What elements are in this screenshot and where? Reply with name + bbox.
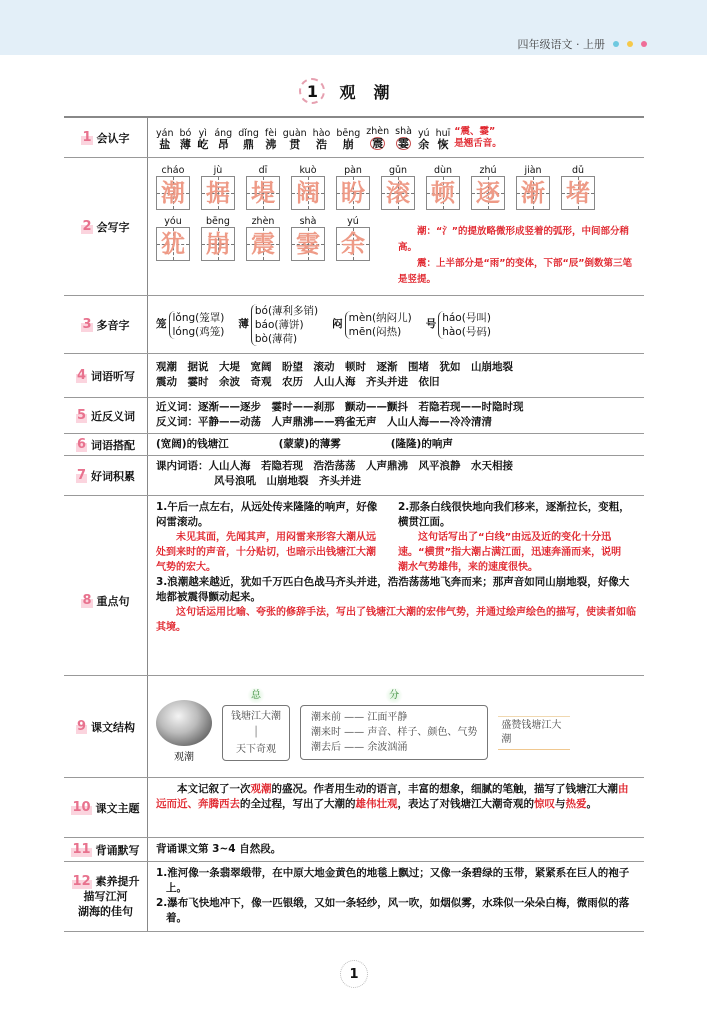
write-char: dī 堤 [246,163,280,210]
page-number: 1 [340,960,368,988]
summary-table [64,116,644,932]
polyphonic-group: 笼 lǒng(笼罩) lóng(鸡笼) [156,311,225,338]
row-content: 本文记叙了一次观潮的盛况。作者用生动的语言，丰富的想象，细腻的笔触，描写了钱塘江大潮由远而近、奔腾西去的全过程，写出了大潮的雄伟壮观，表达了对钱塘江大潮奇观的惊叹与热爱。 [156,783,629,810]
pink-dot-icon [641,41,647,47]
row-content: (宽阔)的钱塘江 (蒙蒙)的薄雾 (隆隆)的响声 [156,438,453,450]
write-char: gǔn 滚 [381,163,415,210]
row-synonyms-antonyms [64,398,644,434]
row-dictation [64,354,644,398]
write-char: pàn 盼 [336,163,370,210]
polyphonic-group: 号 háo(号叫) hào(号码) [425,311,491,338]
char-item: yì 屹 [197,127,209,151]
write-char: jù 据 [201,163,235,210]
write-char: yú 余 [336,214,370,261]
char-item: bēng 崩 [336,127,361,151]
row-content: 背诵课文第 3~4 自然段。 [156,843,282,855]
stages-box: 分 潮来前 —— 江面平静 潮来时 —— 声音、样子、颜色、气势 潮去后 —— 余波汹涌 [300,705,488,760]
tag-total: 总 [246,688,266,703]
fine-sentence-1: 1.淮河像一条翡翠缎带，在中原大地金黄色的地毯上飘过；又像一条碧绿的玉带，紧紧系在巨人的袍子上。 [156,867,630,894]
row-recognize-chars [64,118,644,158]
row-label: 12 素养提升 描写江河 湖海的佳句 [64,862,148,931]
row-content: 近义词：逐渐——逐步 霎时——刹那 颤动——颤抖 若隐若现——时隐时现 反义词：平静——动荡 人声鼎沸——鸦雀无声 人山人海——冷冷清清 [156,401,524,428]
char-item: huī 恢 [435,127,451,151]
polyphonic-group: 薄 bó(薄利多销) báo(薄饼) bò(薄荷) [238,304,319,345]
row-label: 1 会认字 [64,118,148,157]
char-item: fèi 沸 [264,127,277,151]
row-literacy [64,862,644,932]
write-char: zhú 逐 [471,163,505,210]
polyphonic-group: 闷 mèn(纳闷儿) mēn(闷热) [332,311,412,338]
char-item: bó 薄 [179,127,192,151]
row-content [148,158,644,295]
char-item: zhèn 震 [366,125,390,150]
char-item: yú 余 [417,127,430,151]
recognize-char-list [156,126,450,150]
row-label: 8 重点句 [64,496,148,675]
write-char: zhèn 震 [246,214,280,261]
row-content [148,496,644,675]
row-content [148,862,644,931]
sentence-note-2: 这句话写出了“白线”由远及近的变化十分迅速。“横贯”指大潮占满江面，迅速奔涌而来，说明潮水气势雄伟，来的速度很快。 [398,532,622,573]
structure-diagram: 观潮 总 钱塘江大潮 │ 天下奇观 分 潮来前 —— 江面平静 潮来时 —— 声音、样子、颜色、气势 潮去后 —— 余波汹涌 盛赞钱塘江大潮 [148,676,644,777]
row-label: 4 词语听写 [64,354,148,397]
write-char: cháo 潮 [156,163,190,210]
fine-sentence-2: 2.瀑布飞快地冲下，像一匹银缎，又如一条轻纱，风一吹，如烟似雾，水珠似一朵朵白梅，微雨似的落着。 [156,897,630,924]
row-content [148,296,644,353]
lesson-number: 1 [299,78,325,104]
conclusion-box: 盛赞钱塘江大潮 [498,716,570,750]
key-sentence-3: 3.浪潮越来越近，犹如千万匹白色战马齐头并进，浩浩荡荡地飞奔而来；那声音如同山崩地裂，好像大地都被震得颤动起来。 [156,576,630,603]
book-title: 四年级语文 · 上册 [517,38,605,51]
char-item: dǐng 鼎 [238,127,259,151]
write-char: kuò 阔 [291,163,325,210]
row-content [148,118,644,157]
blue-dot-icon [613,41,619,47]
summary-box: 总 钱塘江大潮 │ 天下奇观 [222,705,290,761]
write-char: bēng 崩 [201,214,235,261]
row-good-words [64,456,644,496]
row-collocation [64,434,644,456]
tide-photo [156,700,212,746]
char-item: áng 昂 [214,127,233,151]
yellow-dot-icon [627,41,633,47]
row-theme [64,778,644,838]
row-label: 2 会写字 [64,158,148,295]
row-label: 3 多音字 [64,296,148,353]
write-char: dùn 顿 [426,163,460,210]
sentence-note-3: 这句话运用比喻、夸张的修辞手法，写出了钱塘江大潮的宏伟气势，并通过绘声绘色的描写，使读者如临其境。 [156,607,636,633]
lesson-title: 观潮 [339,82,408,102]
writing-note: 潮：“氵”的提放略微形成竖着的弧形，中间部分稍高。 震：上半部分是“雨”的变体，下部“辰”倒数第三笔是竖提。 [398,226,632,285]
row-write-chars [64,158,644,296]
char-item: yán 盐 [156,127,174,151]
row-key-sentences [64,496,644,676]
row-label: 7 好词积累 [64,456,148,495]
tag-part: 分 [384,688,404,703]
sentence-note-1: 未见其面，先闻其声，用闷雷来形容大潮从远处到来时的声音，十分贴切，也暗示出钱塘江大潮气势的宏大。 [156,532,376,573]
write-char: yóu 犹 [156,214,190,261]
row-content: 观潮 据说 大堤 宽阔 盼望 滚动 顿时 逐渐 围堵 犹如 山崩地裂 震动 霎时 余波 奇观 农历 人山人海 齐头并进 依旧 [156,361,513,388]
row-label: 9 课文结构 [64,676,148,777]
lesson-title-row [0,78,707,104]
char-item: shà 霎 [395,125,412,150]
char-item: hào 浩 [312,127,331,151]
book-header [518,36,648,52]
row-label: 10 课文主题 [64,778,148,837]
row-label: 11 背诵默写 [64,838,148,861]
pronunciation-note: “震、霎” 是翘舌音。 [454,125,502,149]
write-char: shà 霎 [291,214,325,261]
row-content: 课内词语：人山人海 若隐若现 浩浩荡荡 人声鼎沸 风平浪静 水天相接 风号浪吼 山崩地裂 齐头并进 [156,460,513,487]
char-item: guàn 贯 [282,127,307,151]
write-char: jiàn 渐 [516,163,550,210]
key-sentence-1: 1.午后一点左右，从远处传来隆隆的响声，好像闷雷滚动。 [156,501,378,528]
row-polyphonic [64,296,644,354]
key-sentence-2: 2.那条白线很快地向我们移来，逐渐拉长，变粗，横贯江面。 [398,501,630,528]
row-recite [64,838,644,862]
row-structure [64,676,644,778]
row-label: 5 近反义词 [64,398,148,433]
write-char: dǔ 堵 [561,163,595,210]
row-label: 6 词语搭配 [64,434,148,455]
